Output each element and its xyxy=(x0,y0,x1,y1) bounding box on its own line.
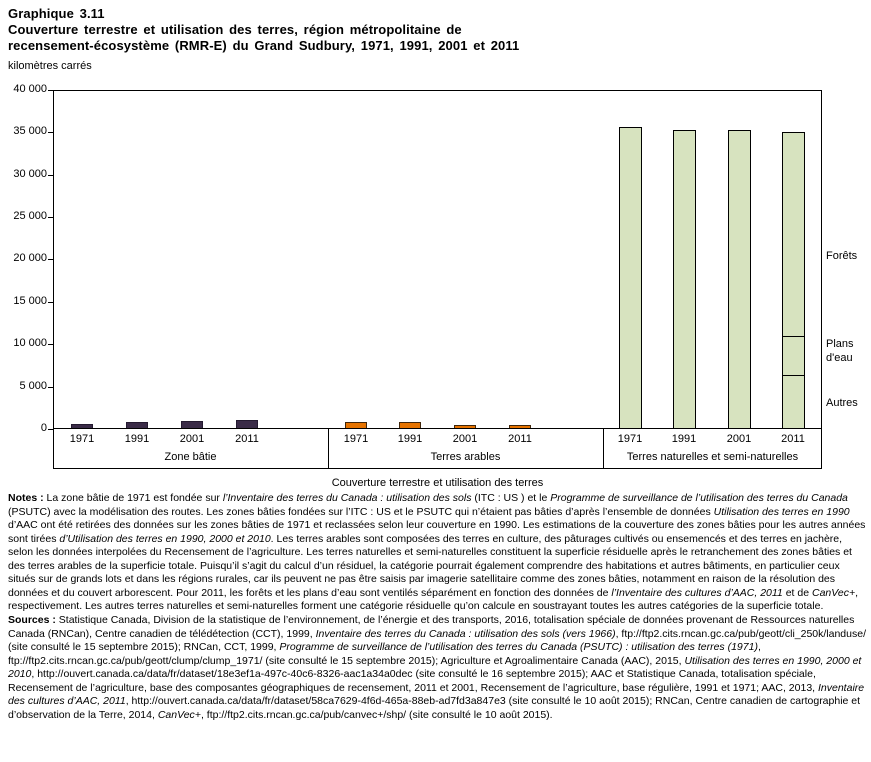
y-tick-mark xyxy=(48,344,54,345)
bar-terres-arables-1971 xyxy=(345,422,367,428)
figure-title-line1: Couverture terrestre et utilisation des terres, région métropolitaine de xyxy=(8,22,462,37)
y-tick-label: 30 000 xyxy=(13,168,47,180)
y-tick-label: 15 000 xyxy=(13,295,47,307)
bar-terres-arables-2011 xyxy=(509,425,531,428)
text-run: , ftp://ftp2.cits.rncan.gc.ca/pub/geott/clump/clump_1971/ (site consulté le 15 septembre 2015); Agriculture et Agroalimentaire Canada (AAC), 2015, xyxy=(8,641,761,667)
text-run: Utilisation des terres en 1990, 2000 et 2010 xyxy=(8,654,862,680)
group-separator xyxy=(603,429,604,469)
x-year-label: 2011 xyxy=(235,433,259,445)
bar-terres-arables-1991 xyxy=(399,422,421,428)
plot-area xyxy=(53,90,822,429)
stack-divider-plans-d-eau xyxy=(782,336,805,337)
stack-divider-autres xyxy=(782,375,805,376)
figure-number: Graphique 3.11 xyxy=(8,6,105,21)
text-run: , http://ouvert.canada.ca/data/fr/dataset/18e3ef1a-497c-40c6-8326-aac1a34a0dec (site consulté le 16 septembre 2015); AAC et Statistique Canada, totalisation spéciale, Recensement de l’agriculture, base des composantes géographiques de recensement, 2011 et 2001, Recensement de l’agriculture, base régulière, 1991 et 1971; AAC, 2013, xyxy=(8,668,818,694)
text-run: d’Utilisation des terres en 1990, 2000 et 2010 xyxy=(59,532,271,545)
bar-terres-arables-2001 xyxy=(454,425,476,428)
text-run: Utilisation des terres en 1990 xyxy=(713,505,850,518)
text-run: Sources : xyxy=(8,614,59,626)
x-year-label: 1991 xyxy=(397,433,423,445)
text-run: (PSUTC) avec la modélisation des routes. Les zones bâties fondées sur l’ITC : US et le PSUTC qui n’étaient pas bâties d’après l’ensemble de données xyxy=(8,505,714,518)
text-run: , http://ouvert.canada.ca/data/fr/dataset/58ca7629-4f6d-465a-88eb-ad7fd3a847e3 (site consulté le 10 août 2015); RNCan, Centre canadien de cartographie et d’observation de la Terre, 2014, xyxy=(8,695,861,721)
y-tick-label: 0 xyxy=(40,422,47,434)
text-run: Inventaire des terres du Canada : utilisation des sols (vers 1966) xyxy=(315,627,616,640)
text-run: La zone bâtie de 1971 est fondée sur xyxy=(46,492,223,504)
bar-zone-b-tie-2001 xyxy=(181,421,203,428)
group-label-3: Terres naturelles et semi-naturelles xyxy=(626,451,799,463)
y-tick-label: 20 000 xyxy=(13,252,47,264)
x-year-label: 2011 xyxy=(508,433,532,445)
y-tick-mark xyxy=(48,302,54,303)
text-run: l’Inventaire des terres du Canada : utilisation des sols xyxy=(222,492,472,504)
group-label-1: Zone bâtie xyxy=(164,451,217,463)
text-run: CanVec+ xyxy=(157,708,201,721)
notes-text xyxy=(8,492,866,614)
text-run: Programme de surveillance de l’utilisation des terres du Canada xyxy=(550,492,848,504)
x-year-label: 1971 xyxy=(617,433,643,445)
text-run: d’AAC ont été retirées des données sur les zones bâties de 1971 et reclassées selon leur couverture en 1990. Les estimations de la couverture des zones bâties pour les autres années sont tirées xyxy=(8,519,866,545)
y-tick-label: 10 000 xyxy=(13,337,47,349)
y-tick-mark xyxy=(48,132,54,133)
text-run: Statistique Canada, Division de la statistique de l’environnement, de l’énergie et des transports, 2016, totalisation spéciale de données provenant de Ressources naturelles Canada (RNCan), Centre canadien de télédétection (CCT), 1999, xyxy=(8,614,855,640)
y-tick-mark xyxy=(48,175,54,176)
y-tick-mark xyxy=(48,217,54,218)
text-run: , ftp://ftp2.cits.rncan.gc.ca/pub/canvec+/shp/ (site consulté le 10 août 2015). xyxy=(200,708,553,721)
x-year-label: 1971 xyxy=(69,433,95,445)
y-tick-mark xyxy=(48,259,54,260)
group-separator xyxy=(328,429,329,469)
text-run: Notes : xyxy=(8,492,47,504)
text-run: Inventaire des cultures d’AAC, 2011 xyxy=(8,681,865,707)
y-tick-mark xyxy=(48,429,54,430)
sources-text xyxy=(8,614,866,722)
text-run: . Les terres arables sont composées des terres en culture, des pâturages cultivés ou ensemencés et des terres en jachère, selon les données interpolées du Recensement de l’agriculture. Les terres naturelles et semi-naturelles constituent la superficie résiduelle après le retranchement des zones bâties et des terres arables de la superficie totale. Puisqu’il s’agit du calcul d’un résiduel, la catégorie pourrait également comprendre des habitations et autres bâtiments, en particulier ceux situés sur de grands lots et dans les régions rurales, car ils peuvent ne pas être saisis par imagerie satellitaire comme des zones bâties, notamment en raison de la résolution des données et du couvert arborescent. Pour 2011, les forêts et les plans d’eau sont ventilés séparément en fonction des données de xyxy=(8,532,852,599)
text-run: , ftp://ftp2.cits.rncan.gc.ca/pub/geott/cli_250k/landuse/ (site consulté le 15 septembre 2015); RNCan, CCT, 1999, xyxy=(8,627,866,653)
y-tick-label: 40 000 xyxy=(13,83,47,95)
segment-label-plans-d-eau: Plans d'eau xyxy=(826,338,854,364)
y-tick-label: 5 000 xyxy=(19,380,47,392)
text-run: CanVec+ xyxy=(811,586,856,599)
segment-label-autres: Autres xyxy=(826,397,858,409)
bar-terres-naturelles-et-semi-naturelles-2001 xyxy=(728,130,751,428)
bar-zone-b-tie-1991 xyxy=(126,422,148,428)
text-run: Programme de surveillance de l’utilisation des terres du Canada (PSUTC) : utilisation des terres (1971) xyxy=(279,641,758,653)
y-axis-unit: kilomètres carrés xyxy=(8,60,92,72)
bar-terres-naturelles-et-semi-naturelles-2011 xyxy=(782,132,805,428)
text-run: l’Inventaire des cultures d’AAC, 2011 xyxy=(611,586,783,599)
text-run: (ITC : US ) et le xyxy=(471,492,551,504)
x-year-label: 2001 xyxy=(179,433,205,445)
bar-terres-naturelles-et-semi-naturelles-1991 xyxy=(673,130,696,428)
x-year-label: 1971 xyxy=(343,433,369,445)
segment-label-for-ts: Forêts xyxy=(826,250,858,262)
group-label-2: Terres arables xyxy=(430,451,501,463)
x-year-label: 2001 xyxy=(452,433,478,445)
y-tick-label: 25 000 xyxy=(13,210,47,222)
x-year-label: 2001 xyxy=(726,433,752,445)
bar-terres-naturelles-et-semi-naturelles-1971 xyxy=(619,127,642,428)
y-tick-mark xyxy=(48,387,54,388)
bar-zone-b-tie-1971 xyxy=(71,424,93,428)
figure-title-line2: recensement-écosystème (RMR-E) du Grand Sudbury, 1971, 1991, 2001 et 2011 xyxy=(8,38,520,53)
y-tick-mark xyxy=(48,90,54,91)
text-run: et de xyxy=(782,586,812,599)
text-run: , respectivement. Les autres terres naturelles et semi-naturelles forment une catégorie résiduelle qu’on calcule en soustrayant toutes les autres catégories de la superficie totale. xyxy=(8,586,859,612)
bar-zone-b-tie-2011 xyxy=(236,420,258,428)
x-axis-title: Couverture terrestre et utilisation des terres xyxy=(331,477,544,489)
y-tick-label: 35 000 xyxy=(13,125,47,137)
x-year-label: 2011 xyxy=(781,433,805,445)
x-year-label: 1991 xyxy=(124,433,150,445)
x-year-label: 1991 xyxy=(671,433,697,445)
